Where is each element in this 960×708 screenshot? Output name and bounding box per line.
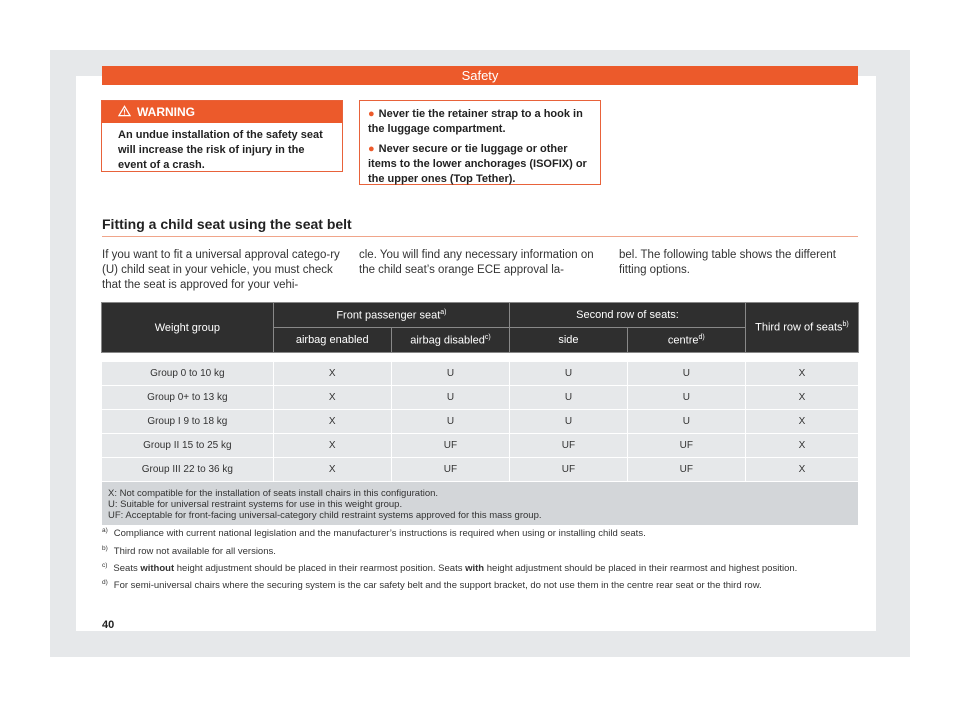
table-row: Group 0 to 10 kg X U U U X — [102, 362, 859, 386]
table-row: Group III 22 to 36 kg X UF UF UF X — [102, 458, 859, 482]
col-third-row: Third row of seats$^{b)}$ — [745, 303, 858, 353]
table-row: Group 0+ to 13 kg X U U U X — [102, 386, 859, 410]
table-legend: X: Not compatible for the installation of seats install chairs in this configuration. U: Suitable for universal restraint systems for use in this weight group. UF: Acceptable for front-facing universal-category child restraint systems approved for this mass group. — [102, 482, 859, 526]
section-header-title: Safety — [461, 68, 499, 83]
caution-item: ● Never secure or tie luggage or other items to the lower anchorages (ISOFIX) or the upper ones (Top Tether). — [368, 143, 587, 185]
footnote-d: $^{d)}$ For semi-universal chairs where the securing system is the car safety belt and the support bracket, do not use them in the centre rear seat or the third row. — [102, 579, 762, 591]
bullet-icon: ● — [368, 143, 375, 155]
col-front-passenger: Front passenger seat$^{a)}$ — [273, 303, 509, 328]
footnote-a: $^{a)}$ Compliance with current national legislation and the manufacturer’s instructions is required when using or installing child seats. — [102, 527, 646, 539]
page-number: 40 — [102, 619, 115, 631]
caution-box — [359, 100, 601, 185]
warning-header — [102, 101, 342, 123]
col-side: side — [510, 328, 628, 353]
section-title: Fitting a child seat using the seat belt — [102, 216, 858, 237]
warning-text: An undue installation of the safety seat will increase the risk of injury in the event of a crash. — [118, 129, 323, 171]
bullet-icon: ● — [368, 108, 375, 120]
footnote-b: $^{b)}$ Third row not available for all versions. — [102, 545, 276, 557]
intro-column-2: cle. You will find any necessary information on the child seat’s orange ECE approval la- — [359, 249, 594, 276]
col-centre: centre$^{d)}$ — [627, 328, 745, 353]
col-weight-group: Weight group — [102, 303, 274, 353]
intro-column-1: If you want to fit a universal approval catego-ry (U) child seat in your vehicle, you must check that the seat is approved for your vehi- — [102, 249, 340, 291]
child-seat-table — [101, 302, 859, 526]
table-row: Group II 15 to 25 kg X UF UF UF X — [102, 434, 859, 458]
warning-icon — [118, 105, 131, 117]
col-airbag-enabled: airbag enabled — [273, 328, 391, 353]
warning-box — [101, 100, 343, 172]
caution-item: ● Never tie the retainer strap to a hook in the luggage compartment. — [368, 108, 583, 135]
intro-column-3: bel. The following table shows the different fitting options. — [619, 249, 836, 276]
footnote-c: $^{c)}$ Seats without height adjustment should be placed in their rearmost position. Seats with height adjustment should be placed in their rearmost and highest position. — [102, 562, 798, 574]
table-row: Group I 9 to 18 kg X U U U X — [102, 410, 859, 434]
col-airbag-disabled: airbag disabled$^{c)}$ — [391, 328, 509, 353]
col-second-row: Second row of seats: — [510, 303, 746, 328]
warning-title: WARNING — [137, 105, 195, 119]
section-header-bar — [102, 66, 858, 85]
